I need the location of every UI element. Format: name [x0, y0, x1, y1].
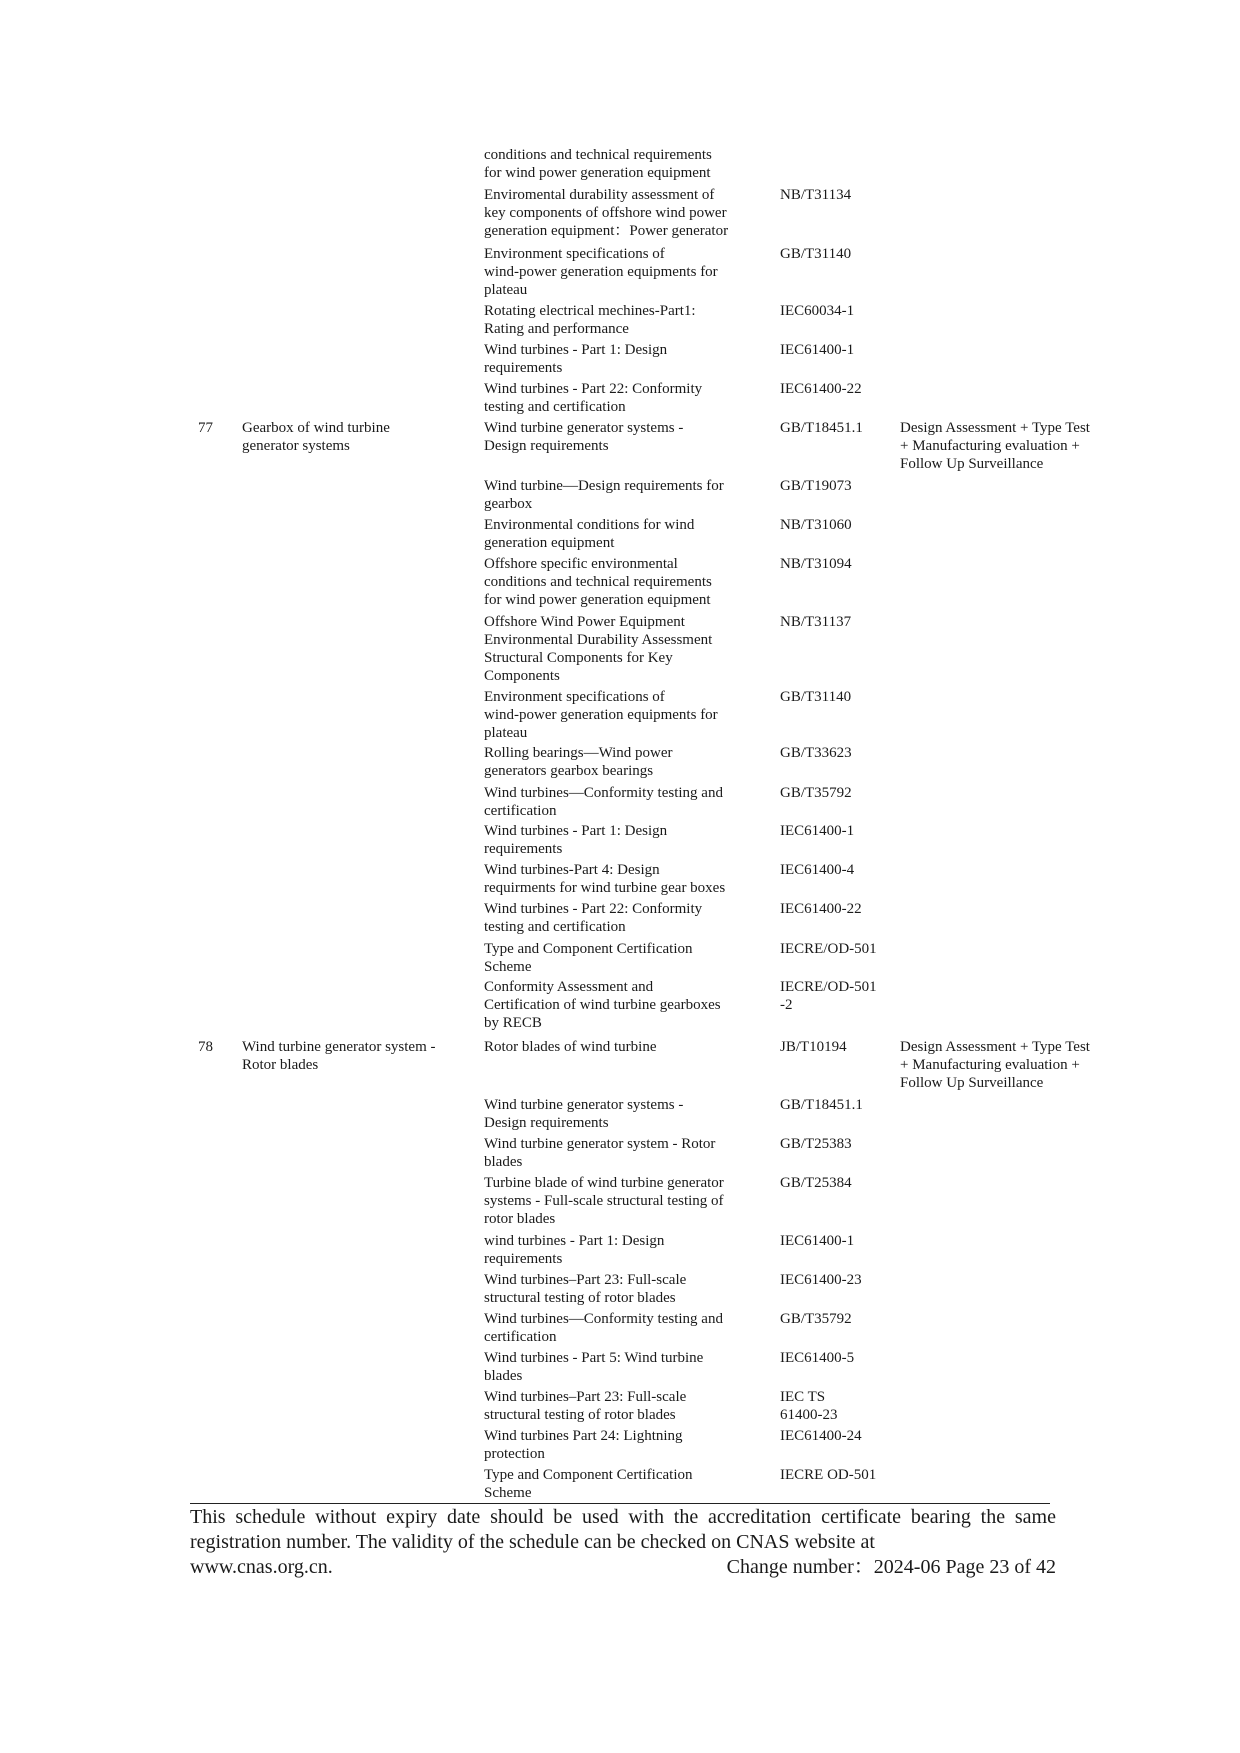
standard-code: GB/T31140: [780, 246, 852, 262]
standard-name: Wind turbines - Part 22: Conformity testing and certification: [484, 901, 703, 935]
standard-code: IEC60034-1: [780, 303, 855, 319]
standard-code: IEC61400-23: [780, 1272, 862, 1288]
standard-code: IECRE OD-501: [780, 1467, 877, 1483]
standard-name: Wind turbine generator systems - Design requirements: [484, 1097, 684, 1131]
standard-code: IEC61400-22: [780, 381, 862, 397]
standard-name: Wind turbine generator system - Rotor blades: [484, 1136, 716, 1170]
standard-code: NB/T31094: [780, 556, 852, 572]
standard-code: IECRE/OD-501: [780, 941, 877, 957]
standard-name: Type and Component Certification Scheme: [484, 1467, 693, 1501]
standard-code: IEC61400-1: [780, 1233, 855, 1249]
standard-name: Turbine blade of wind turbine generator systems - Full-scale structural testing of rotor blades: [484, 1175, 724, 1227]
standard-name: Wind turbines - Part 5: Wind turbine blades: [484, 1350, 704, 1384]
standard-name: Environment specifications of wind-power generation equipments for plateau: [484, 689, 718, 741]
footer-divider: [190, 1503, 1050, 1504]
standard-code: IECRE/OD-501 -2: [780, 979, 877, 1013]
standard-name: Wind turbine—Design requirements for gearbox: [484, 478, 724, 512]
footer-website: www.cnas.org.cn.: [190, 1556, 333, 1578]
standard-code: GB/T31140: [780, 689, 852, 705]
standard-code: GB/T25383: [780, 1136, 852, 1152]
standard-name: Wind turbines - Part 1: Design requirements: [484, 342, 668, 376]
standard-code: NB/T31137: [780, 614, 852, 630]
standard-code: IEC TS 61400-23: [780, 1389, 838, 1423]
standard-name: Wind turbines-Part 4: Design requirments for wind turbine gear boxes: [484, 862, 726, 896]
standard-code: GB/T18451.1: [780, 420, 863, 436]
standard-code: JB/T10194: [780, 1039, 847, 1055]
standard-code: IEC61400-22: [780, 901, 862, 917]
standard-name: Enviromental durability assessment of key components of offshore wind power generation equipment：Power generator: [484, 187, 729, 239]
standard-name: Wind turbines - Part 22: Conformity testing and certification: [484, 381, 703, 415]
standard-code: GB/T18451.1: [780, 1097, 863, 1113]
certification-mode: Design Assessment + Type Test + Manufacturing evaluation + Follow Up Surveillance: [900, 1039, 1090, 1091]
standard-name: Offshore specific environmental conditions and technical requirements for wind power generation equipment: [484, 556, 712, 608]
standard-code: IEC61400-1: [780, 342, 855, 358]
item-number: 78: [198, 1039, 213, 1055]
standard-name: wind turbines - Part 1: Design requirements: [484, 1233, 665, 1267]
product-object: Wind turbine generator system - Rotor blades: [242, 1039, 436, 1073]
standard-name: Wind turbines Part 24: Lightning protection: [484, 1428, 683, 1462]
standard-name: Environment specifications of wind-power generation equipments for plateau: [484, 246, 718, 298]
standard-code: IEC61400-24: [780, 1428, 862, 1444]
standard-name: Rotating electrical mechines-Part1: Rating and performance: [484, 303, 696, 337]
standard-name: Conformity Assessment and Certification of wind turbine gearboxes by RECB: [484, 979, 721, 1031]
standard-code: IEC61400-1: [780, 823, 855, 839]
certification-mode: Design Assessment + Type Test + Manufacturing evaluation + Follow Up Surveillance: [900, 420, 1090, 472]
standard-code: IEC61400-5: [780, 1350, 855, 1366]
standard-code: NB/T31060: [780, 517, 852, 533]
standard-name: Type and Component Certification Scheme: [484, 941, 693, 975]
standard-code: NB/T31134: [780, 187, 852, 203]
standard-code: GB/T35792: [780, 785, 852, 801]
standard-name: Rotor blades of wind turbine: [484, 1039, 657, 1055]
standard-name: Wind turbine generator systems - Design requirements: [484, 420, 684, 454]
standard-name: Rolling bearings—Wind power generators gearbox bearings: [484, 745, 673, 779]
standard-name: conditions and technical requirements for wind power generation equipment: [484, 147, 712, 181]
standard-name: Wind turbines–Part 23: Full-scale structural testing of rotor blades: [484, 1272, 687, 1306]
standard-name: Offshore Wind Power Equipment Environmental Durability Assessment Structural Components for Key Components: [484, 614, 713, 684]
standard-name: Wind turbines - Part 1: Design requirements: [484, 823, 668, 857]
standard-code: GB/T19073: [780, 478, 852, 494]
footer-change-number: Change number：2024-06 Page 23 of 42: [726, 1556, 1056, 1578]
standard-code: GB/T25384: [780, 1175, 852, 1191]
standard-name: Environmental conditions for wind generation equipment: [484, 517, 695, 551]
standard-code: IEC61400-4: [780, 862, 855, 878]
item-number: 77: [198, 420, 213, 436]
standard-name: Wind turbines—Conformity testing and certification: [484, 1311, 723, 1345]
product-object: Gearbox of wind turbine generator systems: [242, 420, 390, 454]
standard-name: Wind turbines–Part 23: Full-scale structural testing of rotor blades: [484, 1389, 687, 1423]
standard-name: Wind turbines—Conformity testing and certification: [484, 785, 723, 819]
footer-notice: This schedule without expiry date should be used with the accreditation certificate bearing the same registration number. The validity of the schedule can be checked on CNAS website at: [190, 1506, 1056, 1553]
standard-code: GB/T35792: [780, 1311, 852, 1327]
standard-code: GB/T33623: [780, 745, 852, 761]
